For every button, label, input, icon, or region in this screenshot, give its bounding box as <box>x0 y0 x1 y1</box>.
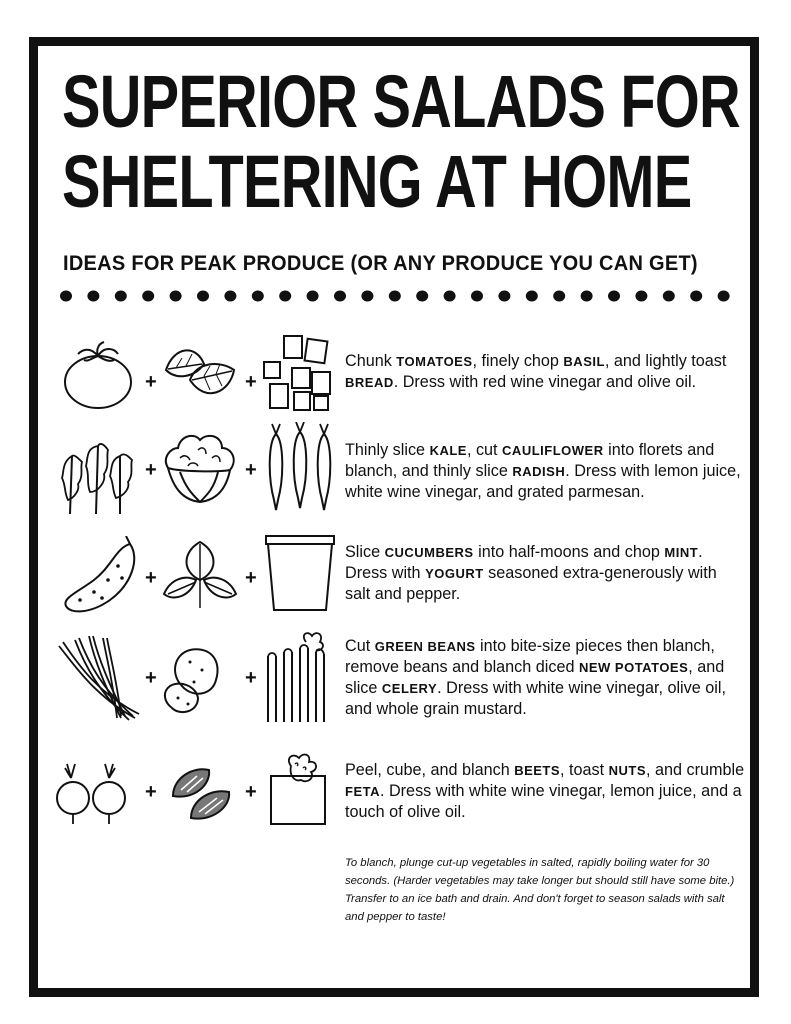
divider-dot <box>361 291 373 302</box>
divider-dot <box>635 291 647 302</box>
plus-sign: + <box>245 371 257 393</box>
recipe-text <box>345 351 745 393</box>
bread-icon <box>260 332 340 416</box>
recipe-fragment: seasoned extra-generously with salt and pepper. <box>345 564 717 603</box>
recipe-fragment: . Dress with <box>345 543 703 582</box>
plus-sign: + <box>145 459 157 481</box>
recipe-fragment: Peel, cube, and blanch <box>345 761 515 779</box>
ingredient-name: BEETS <box>514 763 561 778</box>
green-beans-icon <box>55 636 145 726</box>
ingredient-name: CELERY <box>381 681 438 696</box>
recipe-fragment: . Dress with lemon juice, white wine vinegar, and grated parmesan. <box>345 462 741 501</box>
feta-icon <box>267 752 337 828</box>
divider-dot <box>307 291 319 302</box>
divider-dot <box>60 291 72 302</box>
radish-icon <box>260 422 340 512</box>
plus-sign: + <box>245 567 257 589</box>
kale-icon <box>60 426 140 516</box>
plus-sign: + <box>145 567 157 589</box>
recipe-row <box>55 636 745 726</box>
recipe-fragment: into bite-size pieces then blanch, remove beans and blanch diced <box>345 637 715 676</box>
divider-dot <box>224 291 236 302</box>
dot-divider <box>60 288 730 304</box>
recipe-text <box>345 760 745 823</box>
recipe-fragment: , cut <box>466 441 503 459</box>
ingredient-name: CUCUMBERS <box>384 545 474 560</box>
blanching-footnote: To blanch, plunge cut-up vegetables in salted, rapidly boiling water for 30 seconds. (Harder vegetables may take longer but should still have some bite.) Transfer to an ice bath and drain. And don't forget to season salads with salt and pepper to taste! <box>345 857 735 923</box>
recipe-fragment: , and lightly toast <box>604 352 727 370</box>
plus-sign: + <box>145 667 157 689</box>
divider-dot <box>663 291 675 302</box>
divider-dot <box>142 291 154 302</box>
recipe-text <box>345 636 745 720</box>
plus-sign: + <box>245 781 257 803</box>
recipe-fragment: , and crumble <box>646 761 745 779</box>
ingredient-name: NUTS <box>608 763 647 778</box>
ingredient-name: NEW POTATOES <box>578 660 689 675</box>
recipe-fragment: . Dress with red wine vinegar and olive oil. <box>393 373 697 391</box>
divider-dot <box>581 291 593 302</box>
recipe-text <box>345 440 745 503</box>
ingredient-name: CAULIFLOWER <box>502 443 604 458</box>
plus-sign: + <box>245 459 257 481</box>
ingredient-name: MINT <box>664 545 699 560</box>
page-title <box>62 62 740 222</box>
ingredient-name: YOGURT <box>425 566 484 581</box>
recipe-row <box>55 428 745 518</box>
celery-icon <box>260 630 340 726</box>
ingredient-name: GREEN BEANS <box>374 639 476 654</box>
divider-dot <box>389 291 401 302</box>
ingredient-name: RADISH <box>512 464 566 479</box>
recipe-fragment: Thinly slice <box>345 441 430 459</box>
page-subtitle: IDEAS FOR PEAK PRODUCE (OR ANY PRODUCE YOU CAN GET) <box>63 251 698 275</box>
basil-icon <box>160 340 240 410</box>
divider-dot <box>471 291 483 302</box>
divider-dot <box>252 291 264 302</box>
beets-icon <box>55 758 135 828</box>
recipe-fragment: , toast <box>560 761 609 779</box>
recipe-fragment: Cut <box>345 637 375 655</box>
divider-dot <box>553 291 565 302</box>
divider-dot <box>334 291 346 302</box>
recipe-fragment: . Dress with white wine vinegar, lemon juice, and a touch of olive oil. <box>345 782 742 821</box>
recipe-row <box>55 536 745 626</box>
nuts-icon <box>167 764 237 824</box>
divider-dot <box>444 291 456 302</box>
recipe-row <box>55 340 745 430</box>
ingredient-name: KALE <box>429 443 467 458</box>
divider-dot <box>498 291 510 302</box>
plus-sign: + <box>245 667 257 689</box>
title-line-2: SHELTERING AT HOME <box>62 140 692 223</box>
recipe-fragment: into florets and blanch, and thinly slice <box>345 441 715 480</box>
divider-dot <box>87 291 99 302</box>
recipe-fragment: Slice <box>345 543 385 561</box>
divider-dot <box>197 291 209 302</box>
recipe-row <box>55 756 745 846</box>
recipe-text <box>345 542 745 605</box>
divider-dot <box>690 291 702 302</box>
recipe-fragment: , finely chop <box>472 352 564 370</box>
divider-dot <box>279 291 291 302</box>
recipe-fragment: Chunk <box>345 352 397 370</box>
divider-dot <box>115 291 127 302</box>
potatoes-icon <box>160 646 240 716</box>
divider-dot <box>608 291 620 302</box>
recipe-fragment: . Dress with white wine vinegar, olive oil, and whole grain mustard. <box>345 679 726 718</box>
divider-dot <box>526 291 538 302</box>
tomato-icon <box>60 340 140 410</box>
ingredient-name: BASIL <box>563 354 605 369</box>
cauliflower-icon <box>160 428 240 508</box>
title-line-1: SUPERIOR SALADS FOR <box>62 60 740 143</box>
plus-sign: + <box>145 781 157 803</box>
divider-dot <box>718 291 730 302</box>
ingredient-name: TOMATOES <box>396 354 473 369</box>
ingredient-name: FETA <box>345 784 380 799</box>
plus-sign: + <box>145 371 157 393</box>
recipe-fragment: , and slice <box>345 658 725 697</box>
yogurt-icon <box>260 532 340 616</box>
recipe-fragment: into half-moons and chop <box>473 543 665 561</box>
divider-dot <box>170 291 182 302</box>
ingredient-name: BREAD <box>345 375 394 390</box>
cucumber-icon <box>60 536 140 616</box>
mint-icon <box>160 536 240 616</box>
divider-dot <box>416 291 428 302</box>
